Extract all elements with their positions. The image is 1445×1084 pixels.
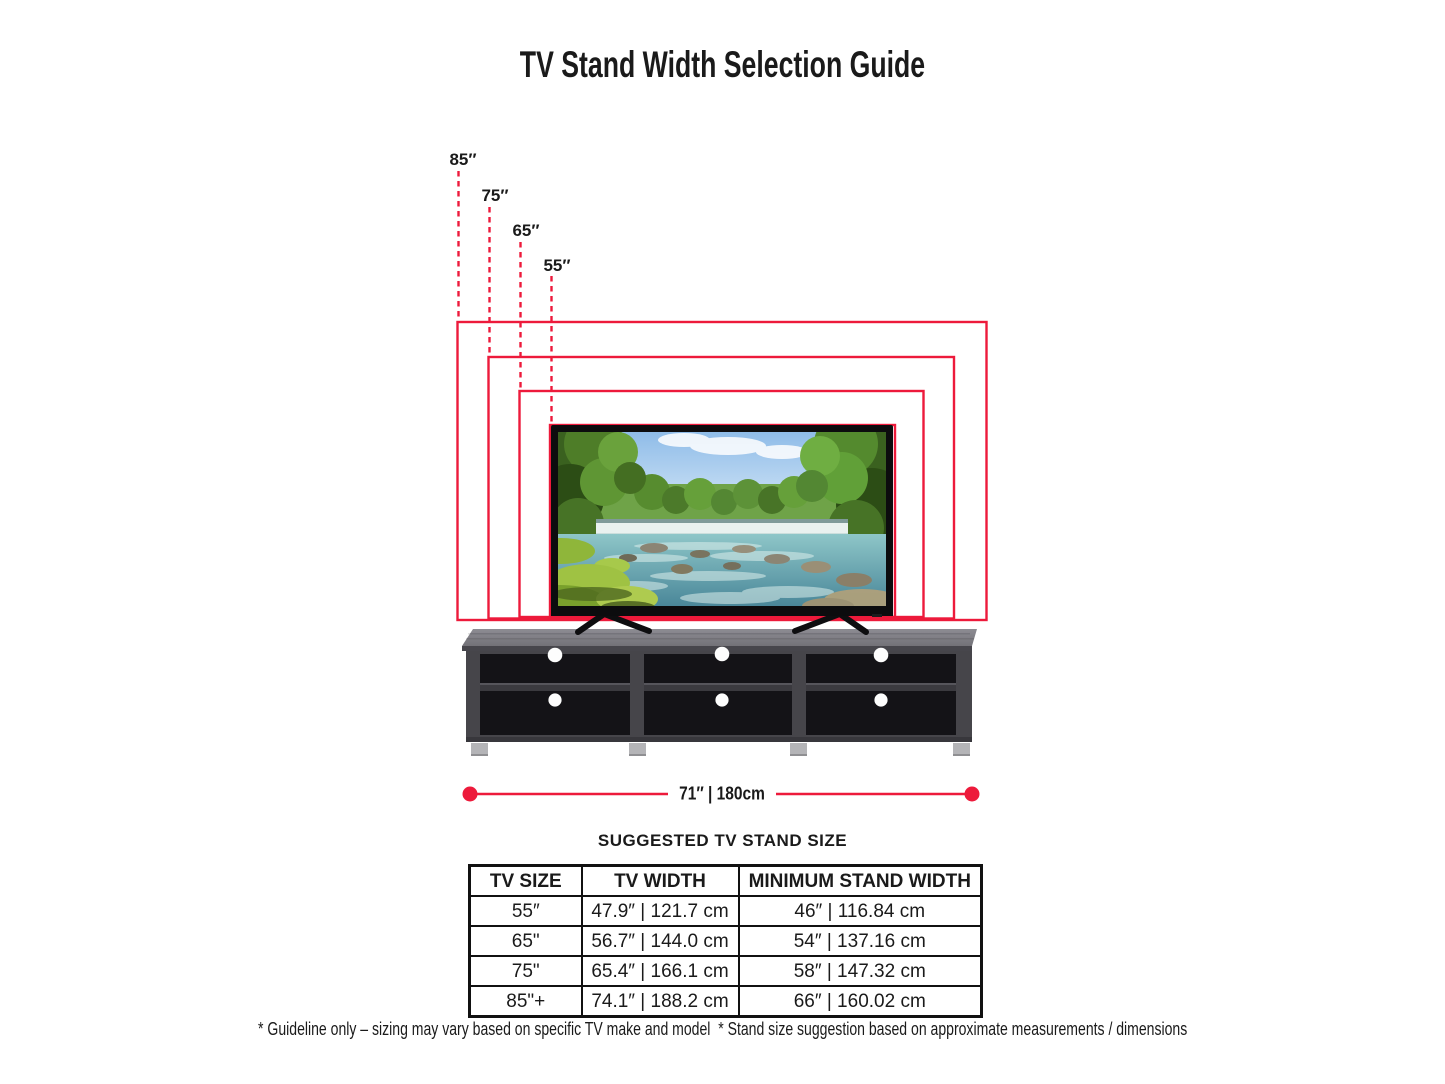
size-label-85: 85″ — [449, 150, 477, 169]
stand-compartments — [480, 647, 956, 735]
suggested-size-table — [468, 864, 983, 1018]
tv-bottom-bezel — [551, 606, 893, 616]
table-cell: 66″ | 160.02 cm — [739, 986, 982, 1017]
table-row — [470, 926, 982, 956]
footnote-text: * Guideline only – sizing may vary based on specific TV make and model * Stand size suggestion based on approximate measurements / dimensions — [257, 1019, 1188, 1039]
size-label-75: 75″ — [481, 186, 509, 205]
tv-ir-sensor — [872, 614, 882, 617]
table-cell: 75" — [470, 956, 582, 986]
column-header-minimum-stand-width: MINIMUM STAND WIDTH — [739, 866, 982, 897]
table-cell: 55″ — [470, 896, 582, 926]
dimension-endpoint-right-dot — [965, 787, 980, 802]
stand-feet — [471, 743, 970, 756]
size-label-55: 55″ — [543, 256, 571, 275]
tv-stand — [462, 629, 977, 756]
stand-wood-grain — [468, 633, 970, 635]
stand-bottom-rail — [466, 737, 972, 742]
stand-width-dimension-label — [672, 784, 772, 805]
table-cell: 46″ | 116.84 cm — [739, 896, 982, 926]
table-cell: 85"+ — [470, 986, 582, 1017]
table-cell: 74.1″ | 188.2 cm — [582, 986, 739, 1017]
table-row — [470, 986, 982, 1017]
table-cell: 47.9″ | 121.7 cm — [582, 896, 739, 926]
table-cell: 56.7″ | 144.0 cm — [582, 926, 739, 956]
size-label-65: 65″ — [512, 221, 540, 240]
table-row — [470, 956, 982, 986]
footnote — [0, 1019, 1445, 1040]
column-header-tv-size: TV SIZE — [470, 866, 582, 897]
dimension-endpoint-left-dot — [463, 787, 478, 802]
stand-shelves — [480, 683, 956, 691]
table-header-row — [470, 866, 982, 897]
table-heading: SUGGESTED TV STAND SIZE — [597, 831, 848, 850]
table-row — [470, 896, 982, 926]
stand-width-dimension-text: 71″ | 180cm — [679, 783, 765, 804]
table-cell: 54″ | 137.16 cm — [739, 926, 982, 956]
size-leader-lines — [459, 171, 552, 424]
stand-top-surface — [462, 629, 977, 646]
waterfall-weir — [596, 519, 848, 536]
tv — [514, 412, 922, 632]
column-header-tv-width: TV WIDTH — [582, 866, 739, 897]
table-cell: 58″ | 147.32 cm — [739, 956, 982, 986]
tv-screen-image — [514, 412, 922, 619]
page-title-text: TV Stand Width Selection Guide — [519, 44, 926, 85]
table-cell: 65" — [470, 926, 582, 956]
stand-wood-grain — [466, 638, 974, 640]
table-cell: 65.4″ | 166.1 cm — [582, 956, 739, 986]
